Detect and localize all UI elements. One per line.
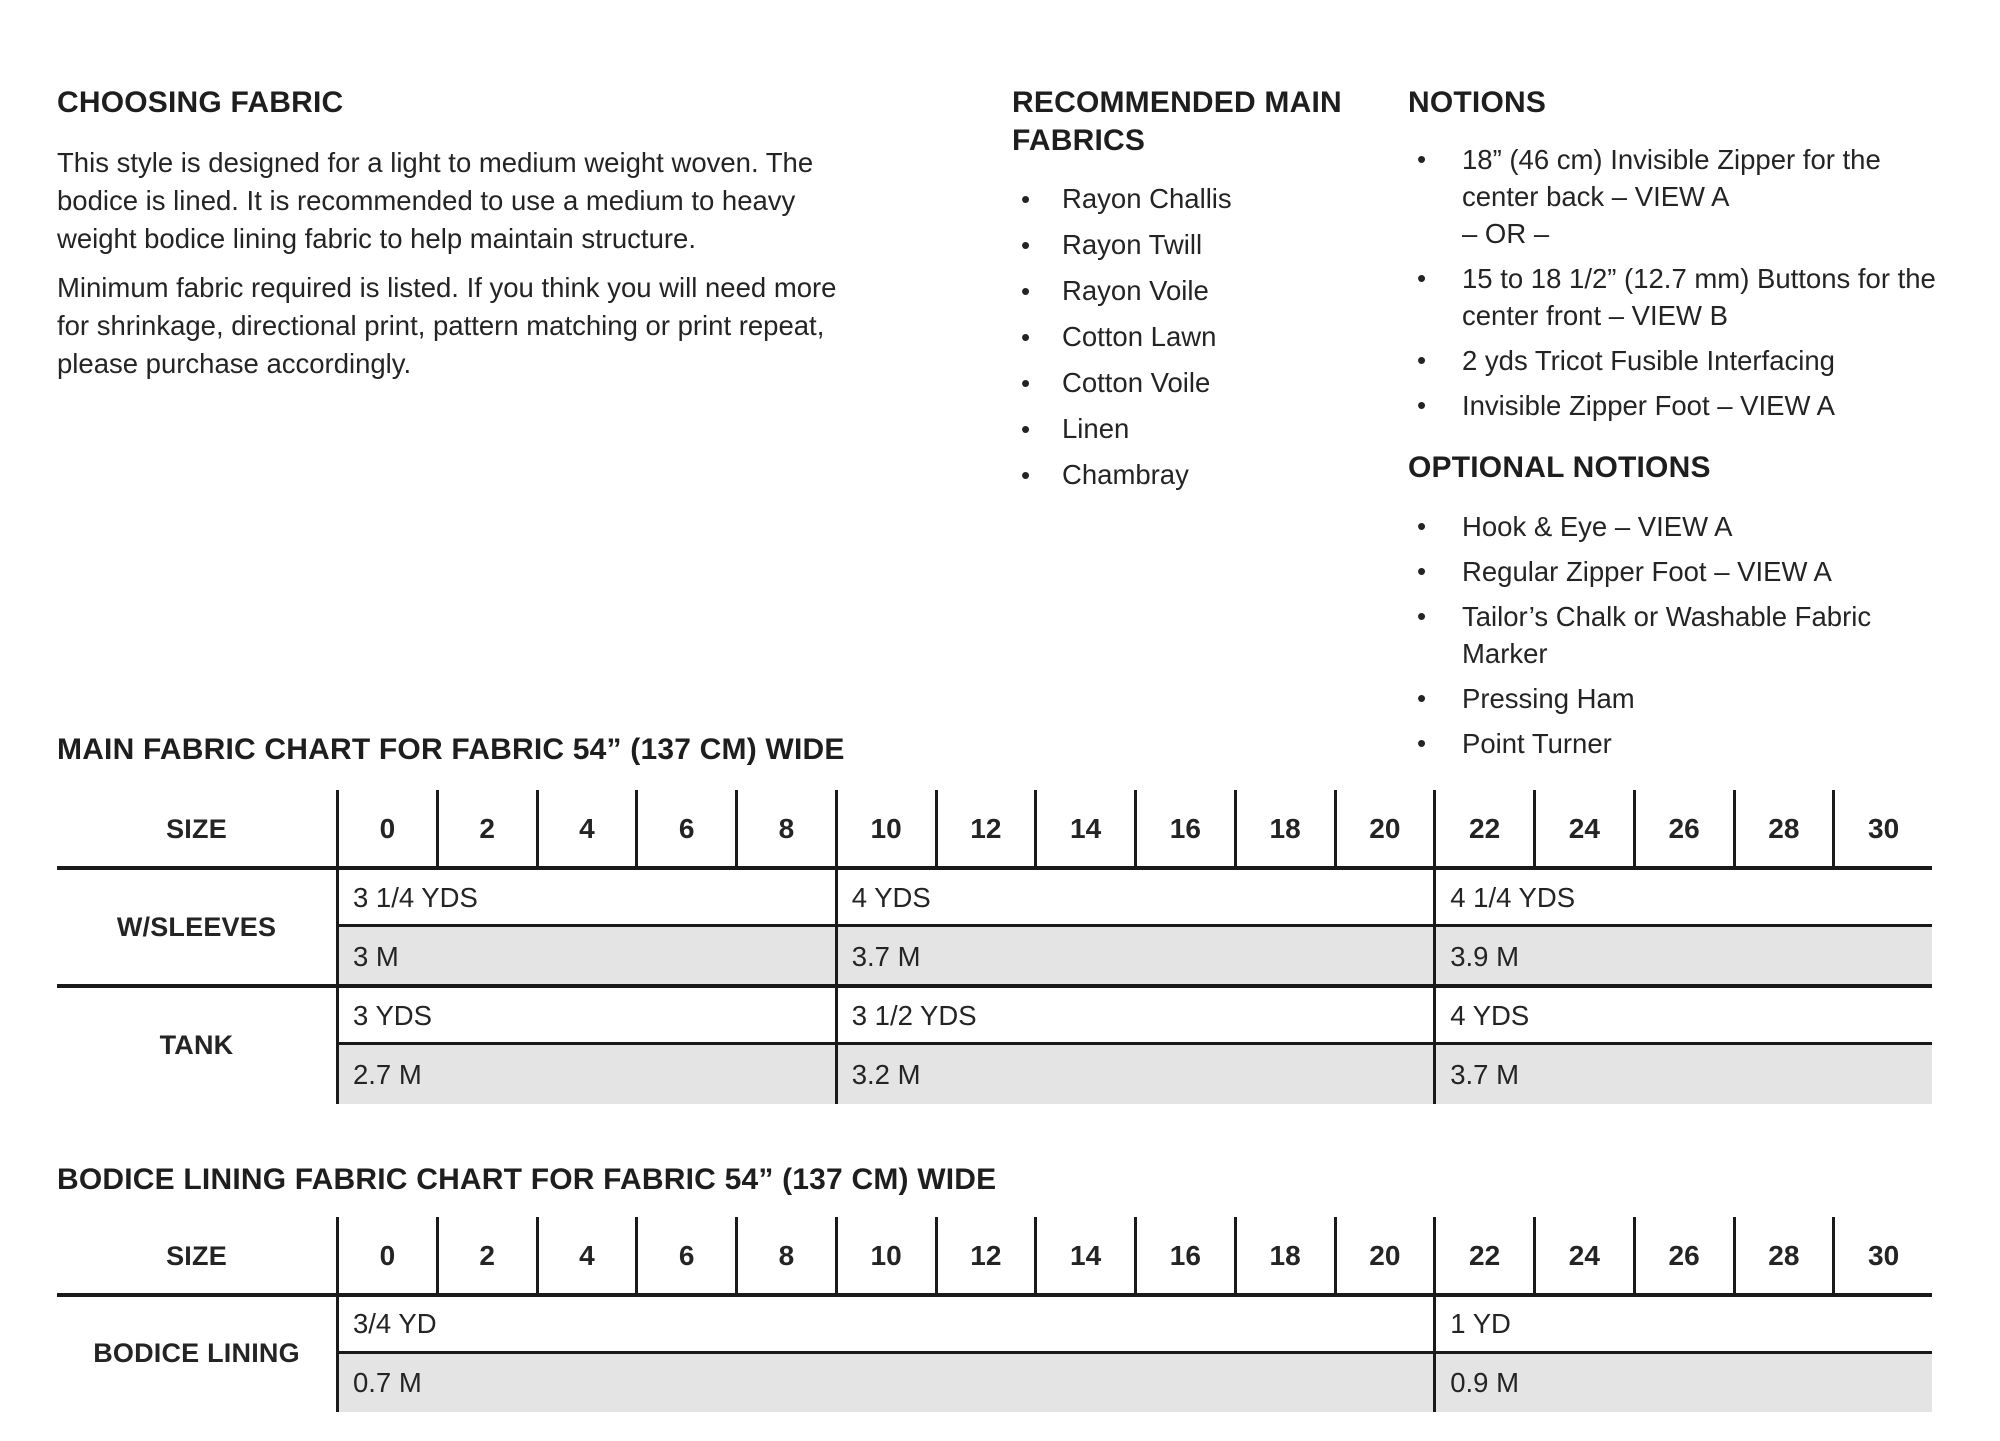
list-item	[1012, 273, 1402, 309]
row-label-tank: TANK	[159, 1029, 234, 1060]
notion-item-text	[1462, 598, 1993, 672]
size-header-cell: 12	[935, 1217, 1035, 1295]
bullet-icon: •	[1021, 414, 1031, 444]
item-line: center front – VIEW B	[1462, 300, 1728, 331]
size-header-cell: 4	[536, 790, 636, 868]
bullet-icon: •	[1021, 460, 1031, 490]
bullet-icon: •	[1021, 368, 1031, 398]
bullet-icon: •	[1417, 390, 1427, 420]
notion-item-text	[1462, 725, 1993, 762]
notion-item-text	[1462, 680, 1993, 717]
yardage-cell: 4 YDS	[835, 868, 1434, 927]
list-item	[1408, 725, 1993, 762]
notions-section	[1408, 84, 1993, 432]
list-item	[1408, 141, 1993, 252]
meters-cell: 3.2 M	[835, 1045, 1434, 1104]
size-column-header: SIZE	[166, 813, 227, 844]
notion-item-text	[1462, 508, 1993, 545]
table-divider	[336, 1351, 1932, 1354]
recommended-fabrics-section	[1012, 84, 1402, 503]
notions-list	[1408, 141, 1993, 424]
choosing-fabric-paragraph-1	[57, 144, 972, 258]
size-column-header: SIZE	[166, 1240, 227, 1271]
fabric-item-label: Linen	[1062, 413, 1130, 444]
item-line: Marker	[1462, 638, 1548, 669]
size-header-cell: 2	[436, 790, 536, 868]
list-item	[1408, 260, 1993, 334]
choosing-fabric-paragraph-2	[57, 269, 972, 383]
bullet-icon: •	[1417, 345, 1427, 375]
bullet-icon: •	[1417, 263, 1427, 293]
row-label-w-sleeves: W/SLEEVES	[116, 911, 277, 942]
main-fabric-chart-title: MAIN FABRIC CHART FOR FABRIC 54” (137 CM) WIDE	[57, 733, 845, 766]
size-header-cell: 14	[1034, 790, 1134, 868]
main-fabric-chart-table	[57, 790, 1932, 1104]
table-divider	[57, 866, 1932, 870]
optional-notions-section	[1408, 449, 1993, 770]
table-divider	[57, 984, 1932, 988]
size-header-cell: 30	[1832, 790, 1932, 868]
bullet-icon: •	[1417, 144, 1427, 174]
size-header-cell: 24	[1533, 1217, 1633, 1295]
table-divider	[57, 1293, 1932, 1297]
bodice-lining-chart-title: BODICE LINING FABRIC CHART FOR FABRIC 54” (137 CM) WIDE	[57, 1163, 997, 1196]
size-header-cell: 4	[536, 1217, 636, 1295]
list-item	[1012, 319, 1402, 355]
fabric-item-label: Cotton Lawn	[1062, 321, 1217, 352]
size-header-cell: 26	[1633, 790, 1733, 868]
item-line: 18” (46 cm) Invisible Zipper for the	[1462, 144, 1881, 175]
size-header-cell: 10	[835, 1217, 935, 1295]
row-label-bodice-lining: BODICE LINING	[93, 1338, 300, 1368]
item-line: – OR –	[1462, 218, 1550, 249]
bullet-icon: •	[1021, 184, 1031, 214]
fabric-item-label: Cotton Voile	[1062, 367, 1211, 398]
size-header-cell: 24	[1533, 790, 1633, 868]
size-header-cell: 6	[635, 790, 735, 868]
meters-cell: 2.7 M	[336, 1045, 835, 1104]
size-header-cell: 20	[1334, 1217, 1434, 1295]
table-divider	[336, 924, 1932, 927]
meters-cell: 0.9 M	[1433, 1353, 1932, 1412]
item-line: center back – VIEW A	[1462, 181, 1730, 212]
size-header-cell: 28	[1733, 790, 1833, 868]
bullet-icon: •	[1021, 322, 1031, 352]
optional-notions-list	[1408, 508, 1993, 762]
paragraph-line: weight bodice lining fabric to help maintain structure.	[57, 223, 696, 254]
list-item	[1408, 508, 1993, 545]
paragraph-line: please purchase accordingly.	[57, 348, 412, 379]
recommended-fabrics-list	[1012, 181, 1402, 493]
list-item	[1408, 598, 1993, 672]
choosing-fabric-title: CHOOSING FABRIC	[57, 86, 344, 119]
paragraph-line: This style is designed for a light to medium weight woven. The	[57, 147, 814, 178]
size-header-cell: 16	[1134, 1217, 1234, 1295]
size-header-cell: 14	[1034, 1217, 1134, 1295]
yardage-cell: 3 1/4 YDS	[336, 868, 835, 927]
yardage-cell: 3 YDS	[336, 986, 835, 1045]
item-line: Regular Zipper Foot – VIEW A	[1462, 556, 1832, 587]
list-item	[1408, 387, 1993, 424]
size-header-cell: 22	[1433, 1217, 1533, 1295]
notion-item-text	[1462, 553, 1993, 590]
bodice-lining-chart-table	[57, 1217, 1932, 1412]
bullet-icon: •	[1417, 601, 1427, 631]
notion-item-text	[1462, 260, 1993, 334]
item-line: Tailor’s Chalk or Washable Fabric	[1462, 601, 1872, 632]
bullet-icon: •	[1417, 556, 1427, 586]
meters-cell: 3.7 M	[1433, 1045, 1932, 1104]
yardage-cell: 4 YDS	[1433, 986, 1932, 1045]
recommended-fabrics-title: RECOMMENDED MAIN FABRICS	[1012, 86, 1342, 157]
meters-cell: 3.7 M	[835, 927, 1434, 986]
list-item	[1012, 365, 1402, 401]
size-header-cell: 2	[436, 1217, 536, 1295]
yardage-cell: 3/4 YD	[336, 1295, 1433, 1353]
size-header-cell: 30	[1832, 1217, 1932, 1295]
optional-notions-title: OPTIONAL NOTIONS	[1408, 451, 1711, 484]
bullet-icon: •	[1417, 511, 1427, 541]
fabric-item-label: Rayon Twill	[1062, 229, 1203, 260]
notion-item-text	[1462, 141, 1993, 252]
choosing-fabric-section	[57, 84, 972, 394]
size-header-cell: 8	[735, 1217, 835, 1295]
paragraph-line: for shrinkage, directional print, pattern matching or print repeat,	[57, 310, 825, 341]
paragraph-line: bodice is lined. It is recommended to use a medium to heavy	[57, 185, 796, 216]
item-line: Pressing Ham	[1462, 683, 1635, 714]
meters-cell: 3 M	[336, 927, 835, 986]
size-header-cell: 18	[1234, 790, 1334, 868]
size-header-cell: 0	[336, 1217, 436, 1295]
list-item	[1408, 553, 1993, 590]
size-header-cell: 0	[336, 790, 436, 868]
yardage-cell: 1 YD	[1433, 1295, 1932, 1353]
yardage-cell: 3 1/2 YDS	[835, 986, 1434, 1045]
item-line: Invisible Zipper Foot – VIEW A	[1462, 390, 1835, 421]
paragraph-line: Minimum fabric required is listed. If you think you will need more	[57, 272, 837, 303]
size-header-cell: 22	[1433, 790, 1533, 868]
bullet-icon: •	[1021, 276, 1031, 306]
notion-item-text	[1462, 387, 1993, 424]
size-header-cell: 12	[935, 790, 1035, 868]
size-header-cell: 8	[735, 790, 835, 868]
list-item	[1012, 227, 1402, 263]
list-item	[1012, 457, 1402, 493]
yardage-cell: 4 1/4 YDS	[1433, 868, 1932, 927]
fabric-item-label: Chambray	[1062, 459, 1189, 490]
size-header-cell: 16	[1134, 790, 1234, 868]
size-header-cell: 26	[1633, 1217, 1733, 1295]
list-item	[1408, 342, 1993, 379]
size-header-cell: 28	[1733, 1217, 1833, 1295]
size-header-cell: 6	[635, 1217, 735, 1295]
notion-item-text	[1462, 342, 1993, 379]
bullet-icon: •	[1021, 230, 1031, 260]
fabric-item-label: Rayon Challis	[1062, 183, 1232, 214]
item-line: Hook & Eye – VIEW A	[1462, 511, 1733, 542]
meters-cell: 3.9 M	[1433, 927, 1932, 986]
item-line: 2 yds Tricot Fusible Interfacing	[1462, 345, 1835, 376]
size-header-cell: 18	[1234, 1217, 1334, 1295]
size-header-cell: 10	[835, 790, 935, 868]
notions-title: NOTIONS	[1408, 86, 1547, 119]
bullet-icon: •	[1417, 683, 1427, 713]
fabric-item-label: Rayon Voile	[1062, 275, 1209, 306]
item-line: 15 to 18 1/2” (12.7 mm) Buttons for the	[1462, 263, 1936, 294]
size-header-cell: 20	[1334, 790, 1434, 868]
list-item	[1012, 411, 1402, 447]
item-line: Point Turner	[1462, 728, 1612, 759]
bullet-icon: •	[1417, 728, 1427, 758]
table-divider	[336, 1042, 1932, 1045]
list-item	[1012, 181, 1402, 217]
meters-cell: 0.7 M	[336, 1353, 1433, 1412]
list-item	[1408, 680, 1993, 717]
